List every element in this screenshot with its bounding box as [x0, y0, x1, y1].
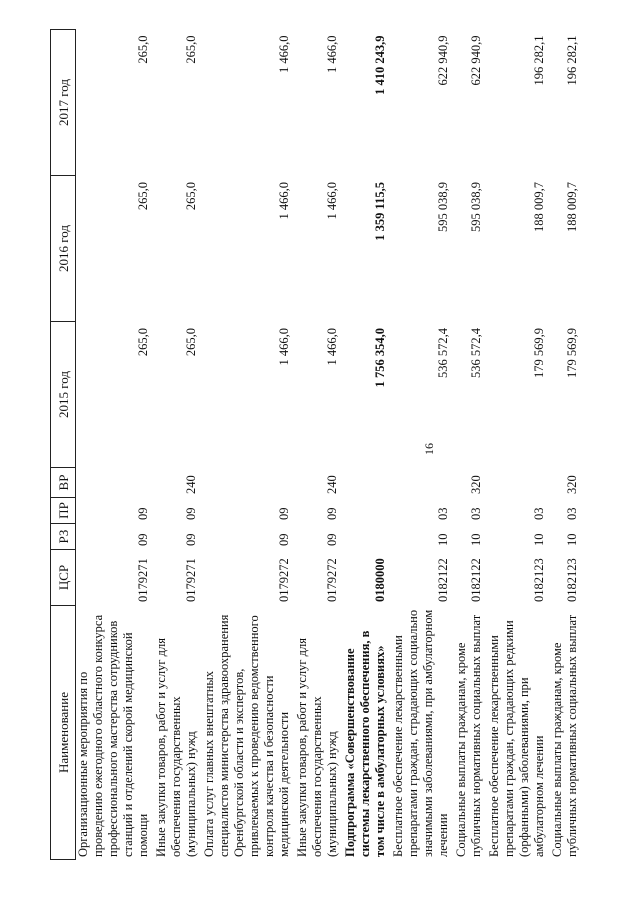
- cell-pr: 09: [277, 507, 291, 520]
- cell-name: Бесплатное обеспечение лекарственными препаратами граждан, страдающих социально значимыми заболеваниями, при амбулаторном лечении: [391, 609, 450, 857]
- cell-2017: 622 940,9: [436, 35, 450, 86]
- cell-2017: 1 410 243,9: [373, 35, 387, 95]
- cell-pr: 09: [184, 507, 198, 520]
- header-csr: ЦСР: [51, 550, 76, 606]
- cell-2017: 1 466,0: [325, 35, 339, 73]
- cell-2015: 536 572,4: [436, 328, 450, 378]
- table-row: [202, 30, 295, 860]
- cell-2017: 265,0: [136, 35, 150, 64]
- cell-name: Оплата услуг главных внештатных специалистов министерства здравоохранения Оренбургской области и экспертов, привлекаемых к проведению ведомственного контроля качества и безопасности медицинской деятельности: [202, 614, 291, 857]
- cell-rz: 09: [136, 533, 150, 546]
- cell-rz: 10: [532, 533, 546, 546]
- cell-name: Иные закупки товаров, работ и услуг для обеспечения государственных (муниципальных) нужд: [154, 637, 198, 857]
- cell-pr: 03: [469, 507, 483, 520]
- cell-2015: 536 572,4: [469, 328, 483, 378]
- cell-2015: 179 569,9: [532, 328, 546, 378]
- cell-name: Иные закупки товаров, работ и услуг для обеспечения государственных (муниципальных) нужд: [295, 637, 339, 857]
- header-name: Наименование: [51, 606, 76, 860]
- cell-rz: 09: [277, 533, 291, 546]
- cell-name: Подпрограмма «Совершенствование системы лекарственного обеспечения, в том числе в амбулаторных условиях»: [343, 630, 387, 857]
- cell-csr: 0182122: [436, 558, 450, 602]
- cell-csr: 0179272: [277, 558, 291, 602]
- cell-2016: 265,0: [184, 182, 198, 211]
- cell-2016: 1 359 115,5: [373, 182, 387, 241]
- cell-vr: 240: [184, 475, 198, 494]
- cell-vr: [487, 468, 550, 498]
- table-row: [154, 30, 202, 860]
- header-pr: ПР: [51, 498, 76, 524]
- cell-2015: 265,0: [136, 328, 150, 357]
- cell-2016: 188 009,7: [565, 182, 579, 232]
- cell-2015: 265,0: [184, 328, 198, 357]
- header-2015: 2015 год: [51, 322, 76, 468]
- header-rz: РЗ: [51, 524, 76, 550]
- budget-table: [50, 29, 583, 860]
- cell-2015: 1 756 354,0: [373, 328, 387, 388]
- cell-vr: 320: [565, 475, 579, 494]
- cell-pr: 09: [325, 507, 339, 520]
- cell-rz: 10: [436, 533, 450, 546]
- cell-vr: [343, 468, 391, 498]
- cell-2016: 265,0: [136, 182, 150, 211]
- table-row: [76, 30, 155, 860]
- header-2016: 2016 год: [51, 176, 76, 322]
- cell-vr: [76, 468, 155, 498]
- cell-csr: 0180000: [373, 558, 387, 602]
- cell-csr: 0179271: [184, 558, 198, 602]
- cell-2017: 196 282,1: [532, 35, 546, 86]
- page-number: 16: [422, 443, 436, 455]
- table-row: [391, 30, 454, 860]
- cell-pr: 03: [436, 507, 450, 520]
- cell-pr: 03: [532, 507, 546, 520]
- table-header-row: [51, 30, 76, 860]
- cell-rz: 09: [325, 533, 339, 546]
- header-vr: ВР: [51, 468, 76, 498]
- cell-csr: 0179272: [325, 558, 339, 602]
- cell-2017: 1 466,0: [277, 35, 291, 73]
- cell-name: Социальные выплаты гражданам, кроме публичных нормативных социальных выплат: [550, 614, 579, 857]
- cell-name: Организационные мероприятия по проведению ежегодного областного конкурса профессионального мастерства сотрудников станций и отделений скорой медицинской помощи: [76, 614, 150, 857]
- cell-vr: 240: [325, 475, 339, 494]
- cell-2015: 179 569,9: [565, 328, 579, 378]
- table-body: [76, 30, 584, 860]
- cell-vr: 320: [469, 475, 483, 494]
- cell-name: Бесплатное обеспечение лекарственными препаратами граждан, страдающих редкими (орфанными) заболеваниями, при амбулаторном лечении: [487, 620, 546, 857]
- cell-2016: 595 038,9: [469, 182, 483, 232]
- table-row: [487, 30, 550, 860]
- cell-csr: 0182123: [532, 558, 546, 602]
- cell-vr: [202, 468, 295, 498]
- cell-pr: 03: [565, 507, 579, 520]
- table-row: [454, 30, 487, 860]
- cell-2017: 265,0: [184, 35, 198, 64]
- cell-rz: 10: [565, 533, 579, 546]
- cell-2016: 1 466,0: [277, 182, 291, 220]
- cell-csr: 0182123: [565, 558, 579, 602]
- header-2017: 2017 год: [51, 30, 76, 176]
- cell-2016: 595 038,9: [436, 182, 450, 232]
- cell-csr: 0182122: [469, 558, 483, 602]
- cell-csr: 0179271: [136, 558, 150, 602]
- cell-name: Социальные выплаты гражданам, кроме публичных нормативных социальных выплат: [454, 614, 483, 857]
- cell-2015: 1 466,0: [277, 328, 291, 366]
- cell-2016: 188 009,7: [532, 182, 546, 232]
- table-row: [295, 30, 343, 860]
- cell-2015: 1 466,0: [325, 328, 339, 366]
- cell-rz: 09: [184, 533, 198, 546]
- table-row: [343, 30, 391, 860]
- cell-2017: 622 940,9: [469, 35, 483, 86]
- table-row: [550, 30, 583, 860]
- cell-2016: 1 466,0: [325, 182, 339, 220]
- cell-pr: [343, 498, 391, 524]
- cell-rz: 10: [469, 533, 483, 546]
- cell-2017: 196 282,1: [565, 35, 579, 86]
- cell-vr: [391, 468, 454, 498]
- rotated-content: [50, 30, 610, 860]
- cell-pr: 09: [136, 507, 150, 520]
- cell-rz: [343, 524, 391, 550]
